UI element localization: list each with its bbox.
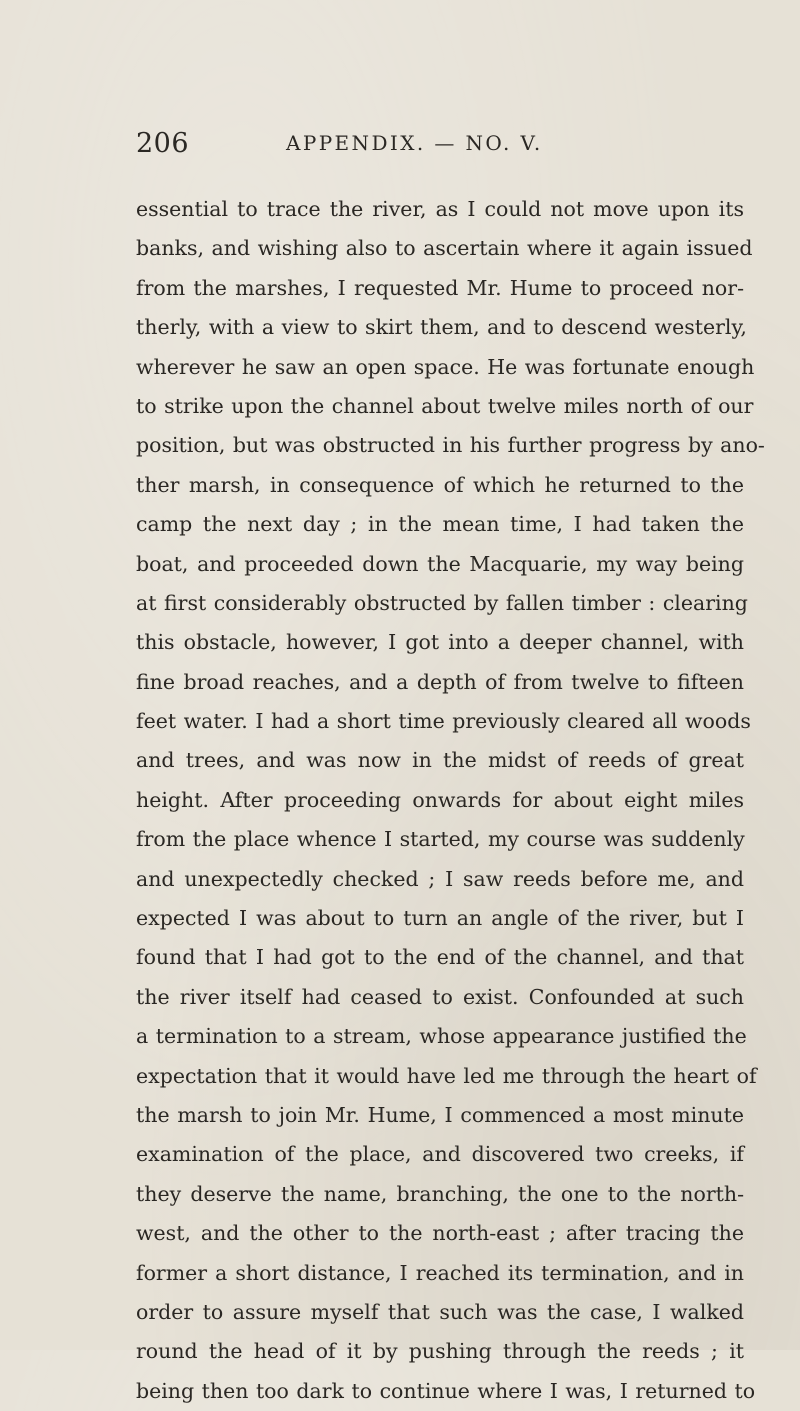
text-line: feet water. I had a short time previously cleared all woods [136,709,751,734]
body-text [136,190,765,1411]
text-line: examination of the place, and discovered two creeks, if [136,1142,744,1167]
text-line: expectation that it would have led me through the heart of [136,1063,757,1088]
running-title: APPENDIX. — NO. V. [286,131,543,155]
text-line: boat, and proceeded down the Macquarie, my way being [136,551,744,576]
text-line: therly, with a view to skirt them, and to descend westerly, [136,315,747,340]
text-line: the river itself had ceased to exist. Confounded at such [136,984,744,1009]
text-line: wherever he saw an open space. He was fortunate enough [136,354,755,379]
text-line: from the place whence I started, my course was suddenly [136,827,745,852]
text-line: essential to trace the river, as I could not move upon its [136,197,744,221]
text-line: a termination to a stream, whose appearance justified the [136,1024,747,1049]
text-line: found that I had got to the end of the channel, and that [136,945,744,970]
text-line: the marsh to join Mr. Hume, I commenced a most minute [136,1102,744,1127]
text-line: at first considerably obstructed by fallen timber : clearing [136,590,748,615]
text-line: west, and the other to the north-east ; after tracing the [136,1221,744,1246]
running-head [136,128,756,168]
text-line: and unexpectedly checked ; I saw reeds before me, and [136,866,744,891]
text-line: expected I was about to turn an angle of the river, but I [136,906,744,931]
text-line: banks, and wishing also to ascertain where it again issued [136,236,753,261]
text-line: to strike upon the channel about twelve miles north of our [136,393,754,418]
text-line: and trees, and was now in the midst of reeds of great [136,748,744,773]
text-line: position, but was obstructed in his further progress by ano- [136,433,765,458]
text-line: from the marshes, I requested Mr. Hume to proceed nor- [136,275,744,300]
text-line: order to assure myself that such was the case, I walked [136,1299,744,1324]
page-number: 206 [136,128,190,159]
text-line: they deserve the name, branching, the one to the north- [136,1181,744,1206]
text-line: fine broad reaches, and a depth of from twelve to fifteen [136,669,744,694]
text-line: height. After proceeding onwards for about eight miles [136,787,744,812]
text-line: former a short distance, I reached its termination, and in [136,1260,744,1285]
text-line: round the head of it by pushing through the reeds ; it [136,1339,744,1364]
text-line: this obstacle, however, I got into a deeper channel, with [136,630,744,655]
text-line: being then too dark to continue where I was, I returned to [136,1378,756,1403]
text-line: camp the next day ; in the mean time, I had taken the [136,512,744,537]
text-line: ther marsh, in consequence of which he returned to the [136,472,744,497]
